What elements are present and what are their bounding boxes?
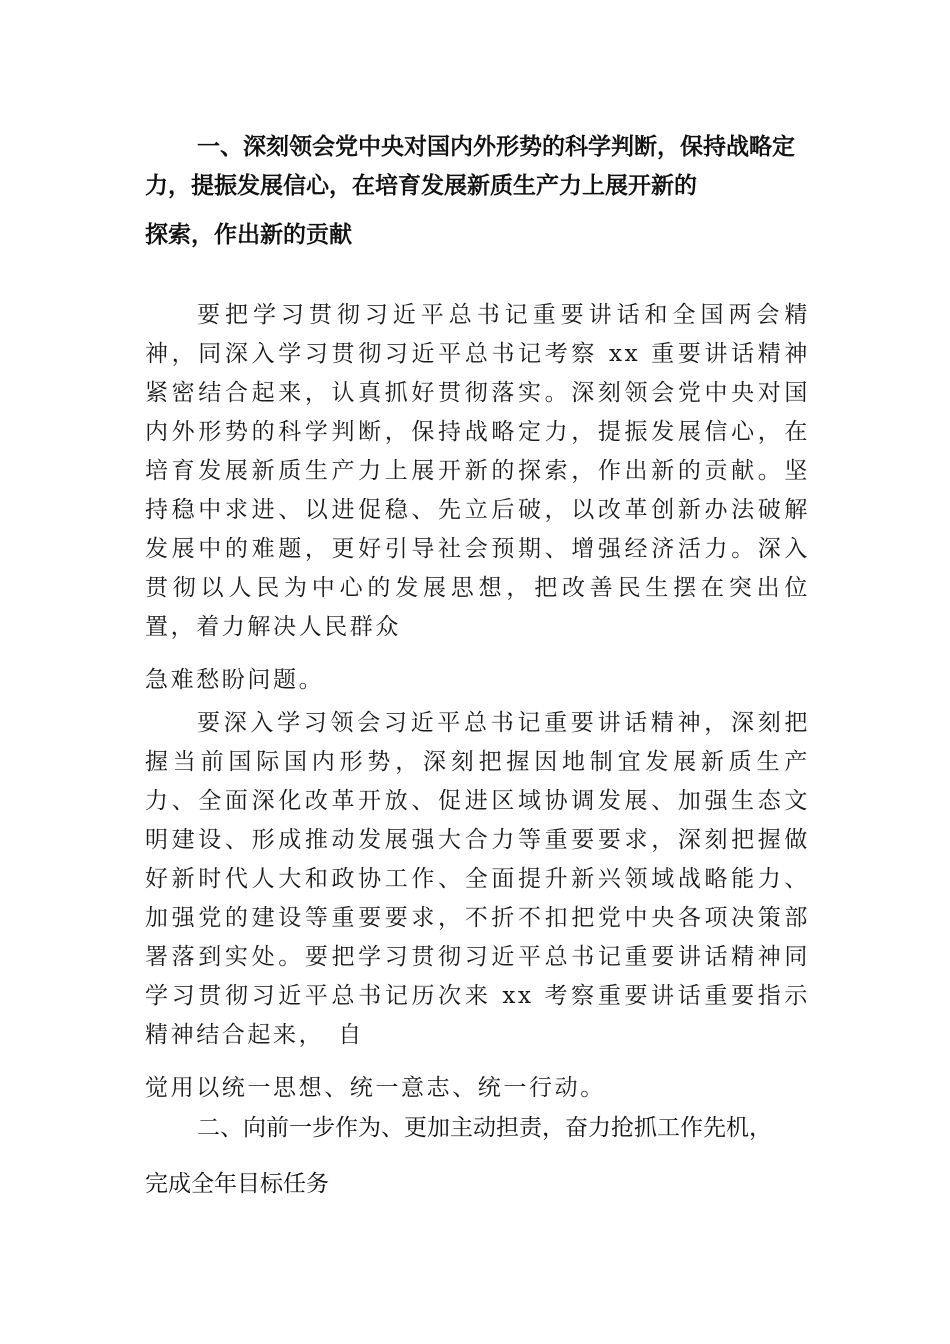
section-heading-1-line-1: 一、深刻领会党中央对国内外形势的科学判断，保持战略定力，提振发展信心，在培育发展新质生产力上展开新的 [145, 134, 795, 199]
paragraph-2 [145, 704, 810, 1108]
paragraph-1-body: 要把学习贯彻习近平总书记重要讲话和全国两会精神，同深入学习贯彻习近平总书记考察 xx 重要讲话精神紧密结合起来，认真抓好贯彻落实。深刻领会党中央对国内外形势的科学判断，保持战略定力，提振发展信心，在培育发展新质生产力上展开新的探索，作出新的贡献。坚持稳中求进、以进促稳、先立后破，以改革创新办法破解发展中的难题，更好引导社会预期、增强经济活力。深入贯彻以人民为中心的发展思想，把改善民生摆在突出位置，着力解决人民群众 [145, 302, 810, 640]
section-heading-1-line-2: 探索，作出新的贡献 [145, 222, 352, 248]
paragraph-1 [145, 296, 810, 700]
section-heading-2-line-2: 完成全年目标任务 [145, 1171, 329, 1197]
section-heading-2 [145, 1108, 810, 1204]
section-heading-1 [145, 128, 810, 255]
paragraph-1-tail: 急难愁盼问题。 [145, 667, 325, 693]
paragraph-2-body: 要深入学习领会习近平总书记重要讲话精神，深刻把握当前国际国内形势，深刻把握因地制宜发展新质生产力、全面深化改革开放、促进区域协调发展、加强生态文明建设、形成推动发展强大合力等重要要求，深刻把握做好新时代人大和政协工作、全面提升新兴领域战略能力、加强党的建设等重要要求，不折不扣把党中央各项决策部署落到实处。要把学习贯彻习近平总书记重要讲话精神同学习贯彻习近平总书记历次来 xx 考察重要讲话重要指示精神结合起来， 自 [145, 710, 810, 1048]
section-heading-2-line-1: 二、向前一步作为、更加主动担责，奋力抢抓工作先机， [197, 1115, 772, 1141]
paragraph-2-tail: 觉用以统一思想、统一意志、统一行动。 [145, 1075, 606, 1101]
